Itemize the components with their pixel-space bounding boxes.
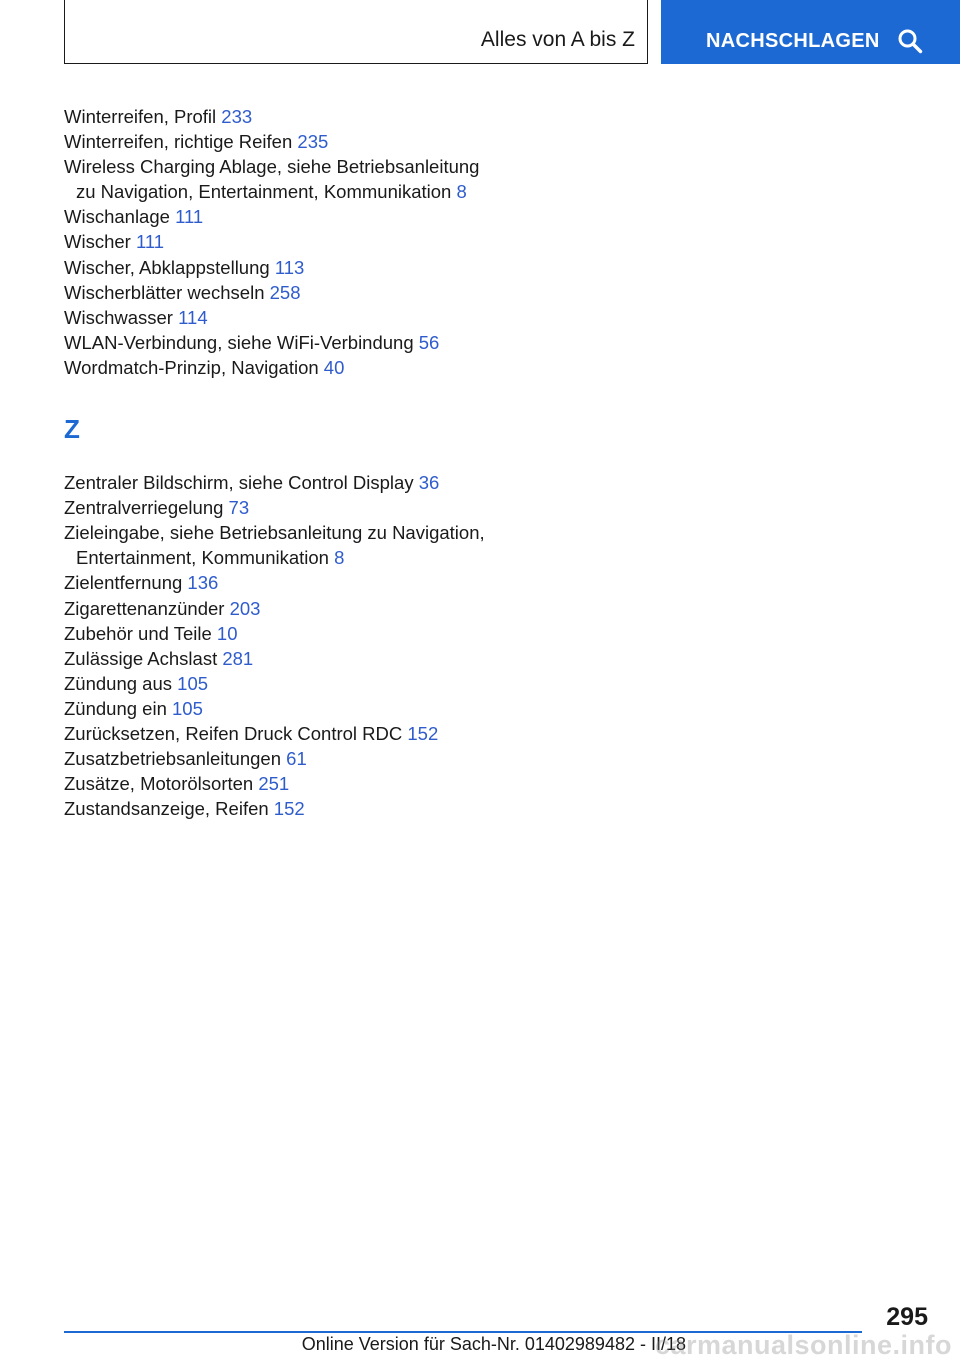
index-entry bbox=[64, 570, 504, 595]
entry-text: Wischerblätter wechseln bbox=[64, 281, 265, 303]
search-icon[interactable] bbox=[897, 28, 923, 54]
entry-text: Wischer, Abklappstellung bbox=[64, 256, 270, 278]
page-link[interactable]: 61 bbox=[286, 748, 307, 770]
entry-text: Zulässige Achslast bbox=[64, 647, 218, 669]
page-link[interactable]: 36 bbox=[418, 472, 440, 494]
entry-text: Zubehör und Teile bbox=[64, 622, 212, 644]
entry-text: Zündung aus bbox=[64, 672, 173, 694]
page-link[interactable]: 233 bbox=[221, 106, 253, 127]
page-link[interactable]: 105 bbox=[177, 672, 209, 694]
index-entry bbox=[64, 280, 504, 305]
entry-text: Wireless Charging Ablage, siehe Betriebsanleitung zu Navigation, Entertainment, Kommunikation bbox=[64, 156, 480, 203]
index-entry bbox=[64, 646, 504, 671]
index-entry bbox=[64, 330, 504, 355]
page-link[interactable]: 251 bbox=[258, 773, 290, 795]
index-entry bbox=[64, 671, 504, 696]
page-link[interactable]: 40 bbox=[323, 356, 345, 378]
entry-text: Wordmatch-Prinzip, Navigation bbox=[64, 356, 319, 378]
index-entry bbox=[64, 520, 504, 570]
entry-text: Zusätze, Motorölsorten bbox=[64, 773, 254, 795]
index-entry bbox=[64, 129, 504, 154]
index-entry bbox=[64, 204, 504, 229]
entry-text: Zentralverriegelung bbox=[64, 497, 224, 519]
index-entry bbox=[64, 470, 504, 495]
section-letter-z: Z bbox=[64, 414, 80, 445]
page-link[interactable]: 235 bbox=[297, 131, 329, 153]
page-link[interactable]: 136 bbox=[187, 572, 219, 594]
entry-text: Wischer bbox=[64, 231, 131, 253]
online-version-note: Online Version für Sach-Nr. 01402989482 - II/18 bbox=[301, 1334, 686, 1354]
page-link[interactable]: 114 bbox=[178, 306, 208, 328]
index-entry bbox=[64, 771, 504, 796]
entry-text: Zigarettenanzünder bbox=[64, 597, 225, 619]
page-link[interactable]: 258 bbox=[269, 281, 301, 303]
page-link[interactable]: 152 bbox=[407, 722, 439, 744]
page-link[interactable]: 8 bbox=[456, 181, 467, 203]
index-entry bbox=[64, 305, 504, 330]
index-entry bbox=[64, 796, 504, 821]
index-entry bbox=[64, 721, 504, 746]
page-link[interactable]: 281 bbox=[222, 647, 254, 669]
index-entry bbox=[64, 255, 504, 280]
index-list-z bbox=[64, 470, 504, 821]
page-link[interactable]: 152 bbox=[273, 798, 305, 820]
page-link[interactable]: 111 bbox=[135, 231, 165, 253]
index-entry bbox=[64, 154, 504, 204]
entry-text: Winterreifen, Profil bbox=[64, 106, 217, 127]
index-entry bbox=[64, 104, 504, 129]
index-content bbox=[64, 104, 504, 821]
entry-text: Zielentfernung bbox=[64, 572, 183, 594]
page-title: Alles von A bis Z bbox=[480, 28, 635, 51]
index-entry bbox=[64, 229, 504, 254]
page-link[interactable]: 8 bbox=[334, 547, 345, 569]
nachschlagen-label: NACHSCHLAGEN bbox=[706, 30, 880, 52]
page-link[interactable]: 111 bbox=[175, 206, 204, 228]
entry-text: Wischwasser bbox=[64, 306, 173, 328]
entry-text: Wischanlage bbox=[64, 206, 170, 228]
page-link[interactable]: 10 bbox=[216, 622, 238, 644]
page-link[interactable]: 105 bbox=[172, 697, 203, 719]
page-link[interactable]: 113 bbox=[274, 256, 305, 278]
index-entry bbox=[64, 355, 504, 380]
entry-text: Zurücksetzen, Reifen Druck Control RDC bbox=[64, 722, 403, 744]
entry-text: Zentraler Bildschirm, siehe Control Display bbox=[64, 472, 414, 494]
watermark: carmanualsonline.info bbox=[654, 1330, 952, 1360]
index-entry bbox=[64, 746, 504, 771]
nachschlagen-tab[interactable] bbox=[661, 0, 960, 64]
index-entry bbox=[64, 596, 504, 621]
page-number: 295 bbox=[886, 1303, 928, 1331]
entry-text: Zieleingabe, siehe Betriebsanleitung zu Navigation, Entertainment, Kommunikation bbox=[64, 522, 485, 569]
header-title-box bbox=[64, 0, 648, 64]
page-link[interactable]: 203 bbox=[229, 597, 261, 619]
page-link[interactable]: 73 bbox=[228, 497, 250, 519]
index-entry bbox=[64, 621, 504, 646]
entry-text: WLAN-Verbindung, siehe WiFi-Verbindung bbox=[64, 331, 414, 353]
entry-text: Zündung ein bbox=[64, 697, 167, 719]
entry-text: Zustandsanzeige, Reifen bbox=[64, 798, 269, 820]
entry-text: Winterreifen, richtige Reifen bbox=[64, 131, 293, 153]
index-entry bbox=[64, 495, 504, 520]
index-list-w bbox=[64, 104, 504, 380]
page-link[interactable]: 56 bbox=[418, 331, 440, 353]
entry-text: Zusatzbetriebsanleitungen bbox=[64, 748, 282, 770]
index-entry bbox=[64, 696, 504, 721]
